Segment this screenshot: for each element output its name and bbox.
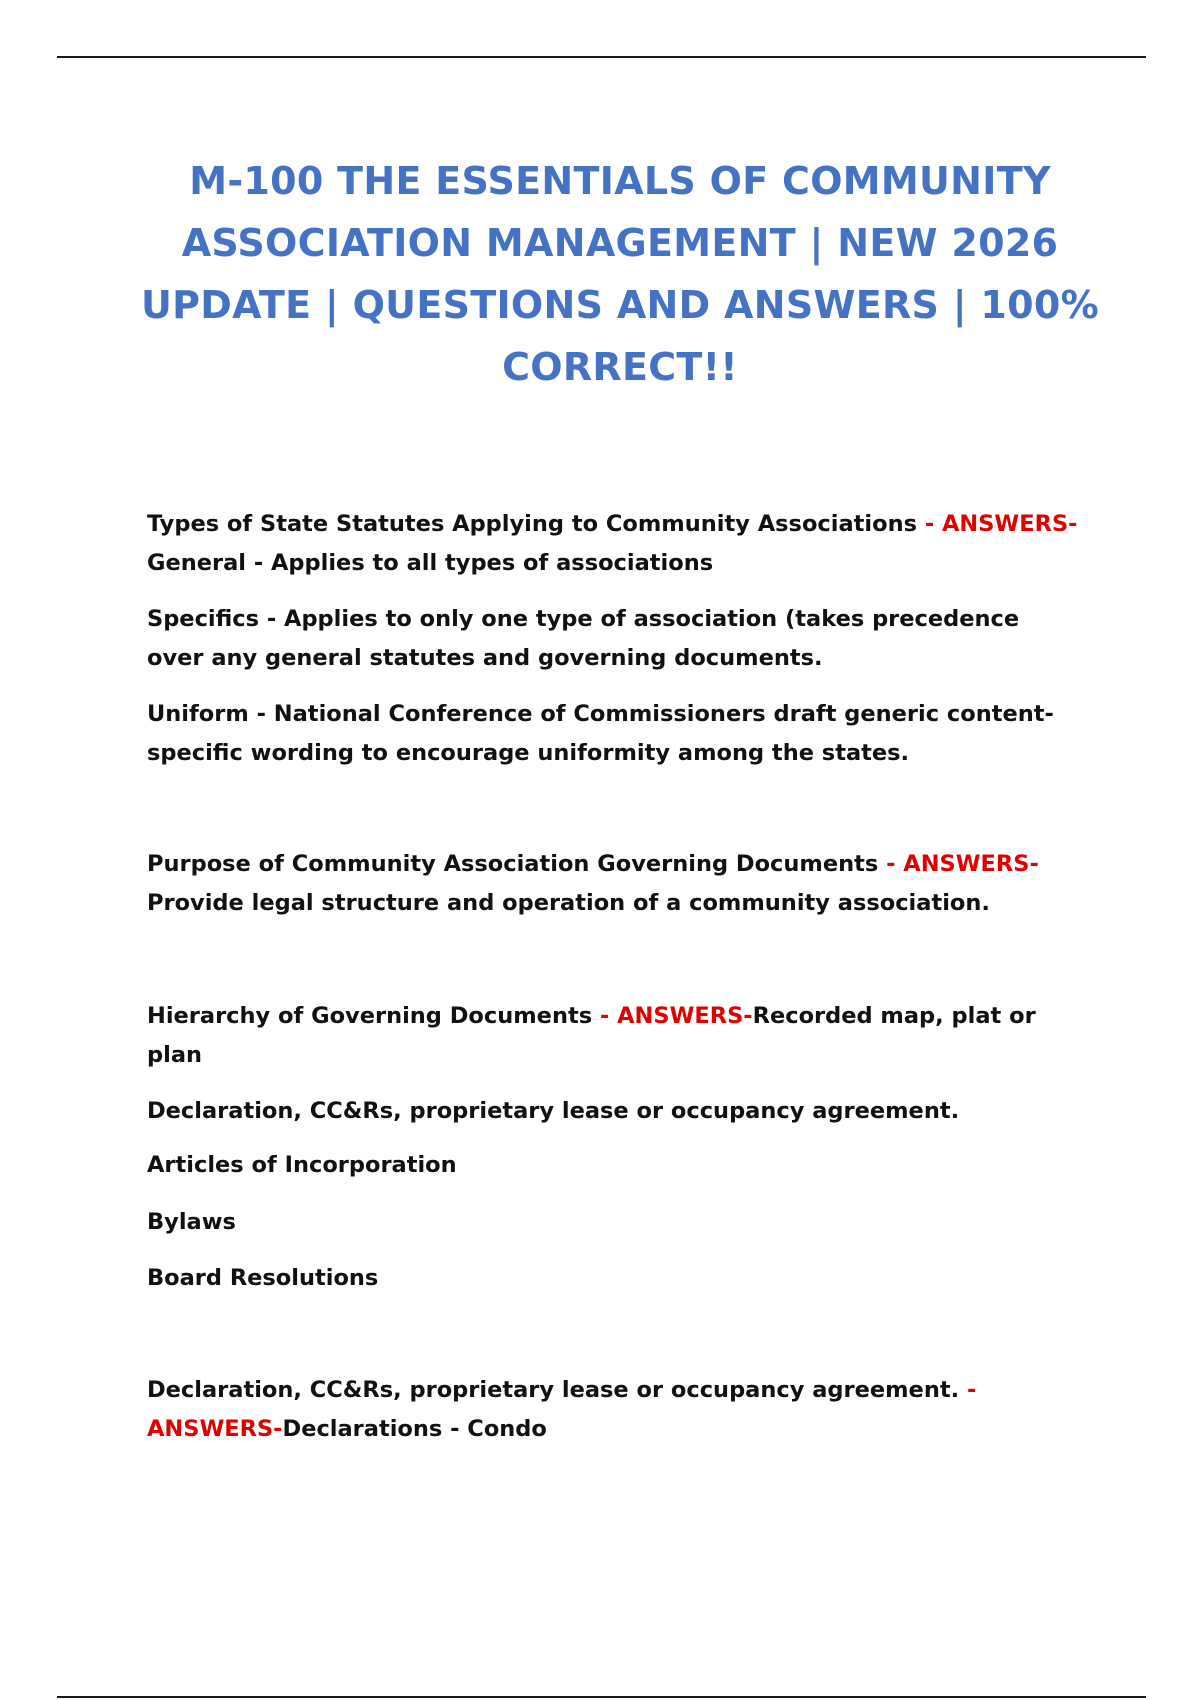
answer-paragraph: Bylaws	[147, 1209, 236, 1235]
question-text: Types of State Statutes Applying to Community Associations	[147, 511, 925, 537]
answer-text: Declarations - Condo	[282, 1416, 547, 1442]
answer-paragraph: Uniform - National Conference of Commissioners draft generic content-specific wording to encourage uniformity among the states.	[147, 701, 1054, 766]
answer-paragraph: Articles of Incorporation	[147, 1152, 457, 1178]
bottom-rule	[57, 1696, 1146, 1698]
answer-text: General - Applies to all types of associations	[147, 550, 714, 576]
answer-paragraph: Declaration, CC&Rs, proprietary lease or occupancy agreement.	[147, 1098, 960, 1124]
answer-marker: - ANSWERS-	[147, 1377, 977, 1442]
top-rule	[57, 56, 1146, 58]
qa-item-2	[147, 845, 1082, 923]
answer-marker: - ANSWERS-	[924, 511, 1078, 537]
answer-paragraph: Board Resolutions	[147, 1265, 379, 1291]
qa-item-4	[147, 1371, 1082, 1449]
answer-text: Recorded map, plat or plan	[147, 1003, 1036, 1068]
question-text: Purpose of Community Association Governing Documents	[147, 851, 887, 877]
question-text: Hierarchy of Governing Documents	[147, 1003, 600, 1029]
qa-item-1	[147, 505, 1082, 583]
document-title: M-100 THE ESSENTIALS OF COMMUNITY ASSOCIATION MANAGEMENT | NEW 2026 UPDATE | QUESTIONS AND ANSWERS | 100% CORRECT!!	[140, 159, 1100, 389]
answer-paragraph: Specifics - Applies to only one type of association (takes precedence over any general statutes and governing documents.	[147, 606, 1020, 671]
answer-marker: - ANSWERS-	[886, 851, 1039, 877]
answer-text: Provide legal structure and operation of a community association.	[147, 890, 990, 916]
question-text: Declaration, CC&Rs, proprietary lease or occupancy agreement.	[147, 1377, 967, 1403]
qa-item-3	[147, 997, 1082, 1075]
answer-marker: - ANSWERS-	[599, 1003, 753, 1029]
